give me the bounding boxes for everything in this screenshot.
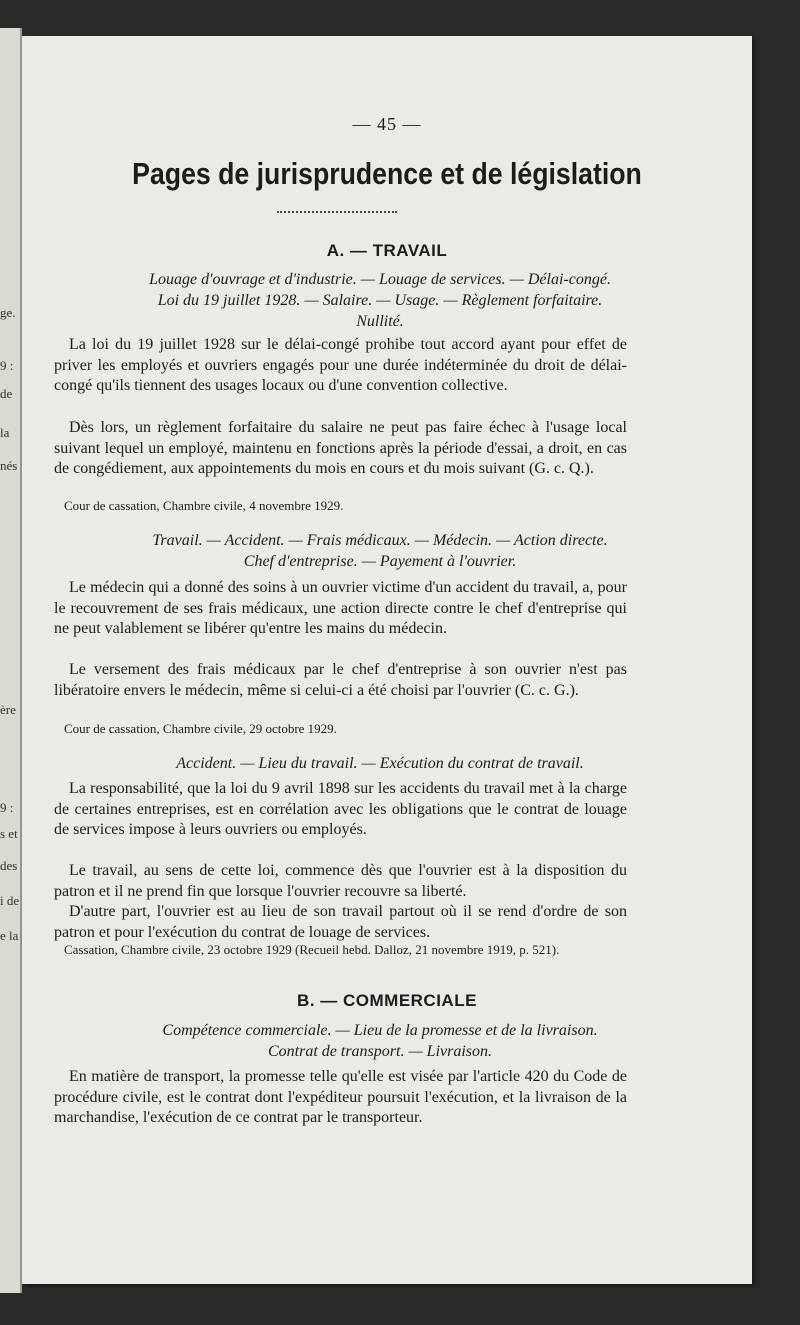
topic-line: Compétence commerciale. — Lieu de la promesse et de la livraison. [162,1022,598,1039]
case-topic [50,753,710,774]
title-divider [277,211,397,213]
case-paragraph: Le médecin qui a donné des soins à un ouvrier victime d'un accident du travail, a, pour le recouvrement de ses frais médicaux, une action directe contre le chef d'entreprise qui ne peut valablement se libérer qu'entre les mains du médecin. [54,579,627,638]
case-citation: Cassation, Chambre civile, 23 octobre 1929 (Recueil hebd. Dalloz, 21 novembre 1919, p. 521). [64,942,560,957]
prev-page-fragment: la [0,425,10,440]
section-heading-commerciale: B. — COMMERCIALE [297,991,477,1010]
topic-line: Loi du 19 juillet 1928. — Salaire. — Usage. — Règlement forfaitaire. [157,292,603,309]
case-citation: Cour de cassation, Chambre civile, 29 octobre 1929. [64,721,337,736]
page-number: — 45 — [352,114,422,134]
topic-line: Accident. — Lieu du travail. — Exécution du contrat de travail. [176,755,584,772]
prev-page-fragment: de [0,386,13,401]
prev-page-fragment: e la [0,928,19,943]
prev-page-fragment: des [0,858,18,873]
case-paragraph: D'autre part, l'ouvrier est au lieu de son travail partout où il se rend d'ordre de son patron et pour l'exécution du contrat de louage de services. [54,903,627,941]
topic-line: Contrat de transport. — Livraison. [267,1043,493,1060]
prev-page-fragment: ge. [0,305,16,320]
topic-line: Chef d'entreprise. — Payement à l'ouvrier. [243,553,517,570]
case-citation: Cour de cassation, Chambre civile, 4 novembre 1929. [64,498,344,513]
case-paragraph: La loi du 19 juillet 1928 sur le délai-congé prohibe tout accord ayant pour effet de priver les employés et ouvriers engagés pour une durée indéterminée du droit de délai-congé qu'ils tiennent des usages locaux ou d'une convention collective. [54,336,627,395]
case-paragraph: Dès lors, un règlement forfaitaire du salaire ne peut pas faire échec à l'usage local suivant lequel un employé, maintenu en fonctions après la période d'essai, a droit, en cas de congédiement, aux appointements du mois en cours et du mois suivant (G. c. Q.). [54,419,627,478]
page-title: Pages de jurisprudence et de législation [132,156,642,191]
prev-page-fragment: nés [0,458,18,473]
section-heading-travail: A. — TRAVAIL [326,241,448,260]
topic-line: Louage d'ouvrage et d'industrie. — Louage de services. — Délai-congé. [149,271,611,288]
previous-page-edge [0,28,22,1293]
prev-page-fragment: i de [0,893,20,908]
case-paragraph: En matière de transport, la promesse telle qu'elle est visée par l'article 420 du Code de procédure civile, est le contrat dont l'expéditeur poursuit l'exécution, et la livraison de la marchandise, l'exécution de ce contrat par le transporteur. [54,1068,627,1127]
topic-line: Travail. — Accident. — Frais médicaux. — Médecin. — Action directe. [152,532,608,549]
document-page [22,36,752,1284]
prev-page-fragment: s et [0,826,18,841]
case-paragraph: Le versement des frais médicaux par le chef d'entreprise à son ouvrier n'est pas libératoire envers le médecin, même si celui-ci a été choisi par l'ouvrier (C. c. G.). [54,661,627,699]
case-paragraph: La responsabilité, que la loi du 9 avril 1898 sur les accidents du travail met à la charge de certaines entreprises, est en corrélation avec les obligations que le contrat de louage de services impose à leurs ouvriers ou employés. [54,780,627,839]
prev-page-fragment: ère [0,702,16,717]
prev-page-fragment: 9 : [0,358,14,373]
case-paragraph: Le travail, au sens de cette loi, commence dès que l'ouvrier est à la disposition du patron et il ne prend fin que lorsque l'ouvrier recouvre sa liberté. [54,862,627,900]
case-topic [50,269,710,332]
topic-line: Nullité. [356,313,404,330]
case-topic [50,530,710,572]
prev-page-fragment: 9 : [0,800,14,815]
case-topic [50,1020,710,1062]
